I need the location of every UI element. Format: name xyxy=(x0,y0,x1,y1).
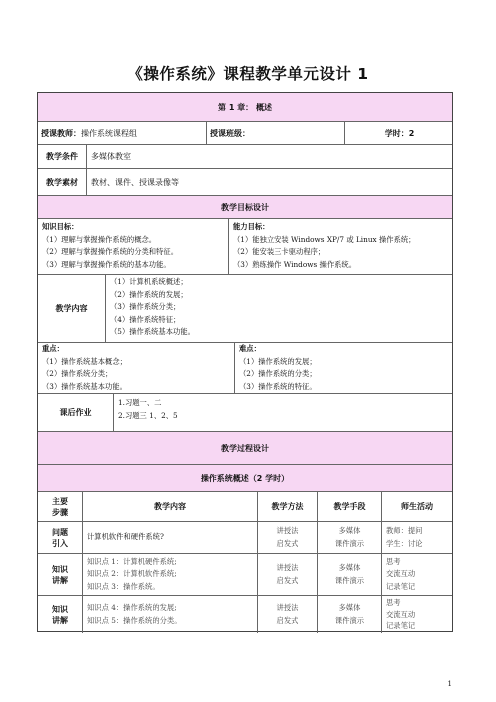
ability-item: （3）熟练操作 Windows 操作系统。 xyxy=(233,259,357,269)
page-number: 1 xyxy=(447,680,452,688)
materials-row xyxy=(38,169,452,196)
step-means: 多媒体 课件演示 xyxy=(317,522,381,553)
header-means: 教学手段 xyxy=(317,492,381,521)
homework-row xyxy=(38,394,452,432)
header-content: 教学内容 xyxy=(82,492,257,521)
steps-header-row xyxy=(38,492,452,522)
chapter-row xyxy=(38,93,452,122)
content-item: （5）操作系统基本功能。 xyxy=(110,327,195,336)
ability-goals xyxy=(228,219,452,274)
hours-value: 2 xyxy=(408,128,415,138)
step-means: 多媒体 课件演示 xyxy=(317,596,381,633)
knowledge-item: （1）理解与掌握操作系统的概念。 xyxy=(42,234,157,244)
key-points xyxy=(38,343,234,393)
key-points-label: 重点： xyxy=(42,344,64,353)
ability-item: （1）能独立安装 Windows XP/7 或 Linux 操作系统； xyxy=(233,234,416,244)
key-point-item: （2）操作系统分类； xyxy=(42,369,113,378)
header-activity: 师生活动 xyxy=(381,492,452,521)
step-method: 讲授法 启发式 xyxy=(257,522,317,553)
step-content: 计算机软件和硬件系统? xyxy=(82,522,257,553)
conditions-row xyxy=(38,145,452,169)
process-sub-title: 操作系统概述（2 学时） xyxy=(200,473,290,483)
homework-item: 2.习题三 1、2、5 xyxy=(118,410,178,420)
chapter-title: 第 1 章： 概述 xyxy=(218,102,272,112)
ability-label: 能力目标： xyxy=(233,222,270,231)
step-activity: 思考 交流互动 记录笔记 xyxy=(381,596,452,633)
content-label: 教学内容 xyxy=(55,304,88,313)
difficulties xyxy=(234,343,452,393)
step-means: 多媒体 课件演示 xyxy=(317,554,381,595)
content-row xyxy=(38,275,452,343)
conditions-value: 多媒体教室 xyxy=(86,145,452,168)
step-row xyxy=(38,522,452,554)
knowledge-item: （3）理解与掌握操作系统的基本功能。 xyxy=(42,259,171,269)
step-activity: 教师：提问 学生：讨论 xyxy=(381,522,452,553)
step-content: 知识点 4：操作系统的发展; 知识点 5：操作系统的分类。 xyxy=(82,596,257,633)
step-activity: 思考 交流互动 记录笔记 xyxy=(381,554,452,595)
content-item: （3）操作系统分类； xyxy=(110,302,181,311)
knowledge-item: （2）理解与掌握操作系统的分类和特征。 xyxy=(42,247,178,256)
goal-section-row xyxy=(38,196,452,219)
knowledge-goals xyxy=(38,219,228,274)
teacher-label: 授课教师： xyxy=(41,128,81,138)
process-section-row xyxy=(38,432,452,465)
conditions-label: 教学条件 xyxy=(46,152,78,161)
content-list xyxy=(105,275,452,342)
difficulty-item: （2）操作系统的分类； xyxy=(239,369,317,378)
ability-item: （2）能安装三卡驱动程序； xyxy=(233,247,326,256)
header-step: 主要 步骤 xyxy=(52,496,68,517)
content-item: （1）计算机系统概述； xyxy=(110,277,188,286)
lesson-design-table xyxy=(37,92,453,632)
process-section-title: 教学过程设计 xyxy=(221,443,269,453)
header-method: 教学方法 xyxy=(257,492,317,521)
step-method: 讲授法 启发式 xyxy=(257,554,317,595)
step-name: 问题 引入 xyxy=(52,527,68,548)
document-title: 《操作系统》课程教学单元设计 1 xyxy=(127,65,369,83)
difficulties-label: 难点： xyxy=(239,344,261,353)
goal-section-title: 教学目标设计 xyxy=(221,202,269,212)
goals-row xyxy=(38,219,452,275)
step-name: 知识 讲解 xyxy=(52,564,68,585)
homework-item: 1.习题一、二 xyxy=(118,398,162,407)
step-method: 讲授法 启发式 xyxy=(257,596,317,633)
homework-list xyxy=(113,394,452,431)
key-difficulty-row xyxy=(38,343,452,394)
homework-label: 课后作业 xyxy=(59,408,92,417)
key-point-item: （1）操作系统基本概念； xyxy=(42,356,127,366)
step-row xyxy=(38,596,452,633)
content-item: （4）操作系统特征； xyxy=(110,314,181,324)
hours-label: 学时： xyxy=(384,128,409,138)
step-name: 知识 讲解 xyxy=(52,604,68,625)
difficulty-item: （1）操作系统的发展； xyxy=(239,356,317,366)
info-row xyxy=(38,122,452,145)
content-item: （2）操作系统的发展； xyxy=(110,289,188,299)
difficulty-item: （3）操作系统的特征。 xyxy=(239,381,317,391)
step-content: 知识点 1：计算机硬件系统; 知识点 2：计算机软件系统; 知识点 3：操作系统。 xyxy=(82,554,257,595)
process-sub-row xyxy=(38,465,452,492)
step-row xyxy=(38,554,452,596)
materials-label: 教学素材 xyxy=(46,177,78,187)
teacher-value: 操作系统课程组 xyxy=(81,128,137,138)
materials-value: 教材、课件、授课录像等 xyxy=(86,169,452,195)
knowledge-label: 知识目标： xyxy=(42,222,79,231)
key-point-item: （3）操作系统基本功能。 xyxy=(42,381,127,391)
class-label: 授课班级： xyxy=(210,128,250,138)
